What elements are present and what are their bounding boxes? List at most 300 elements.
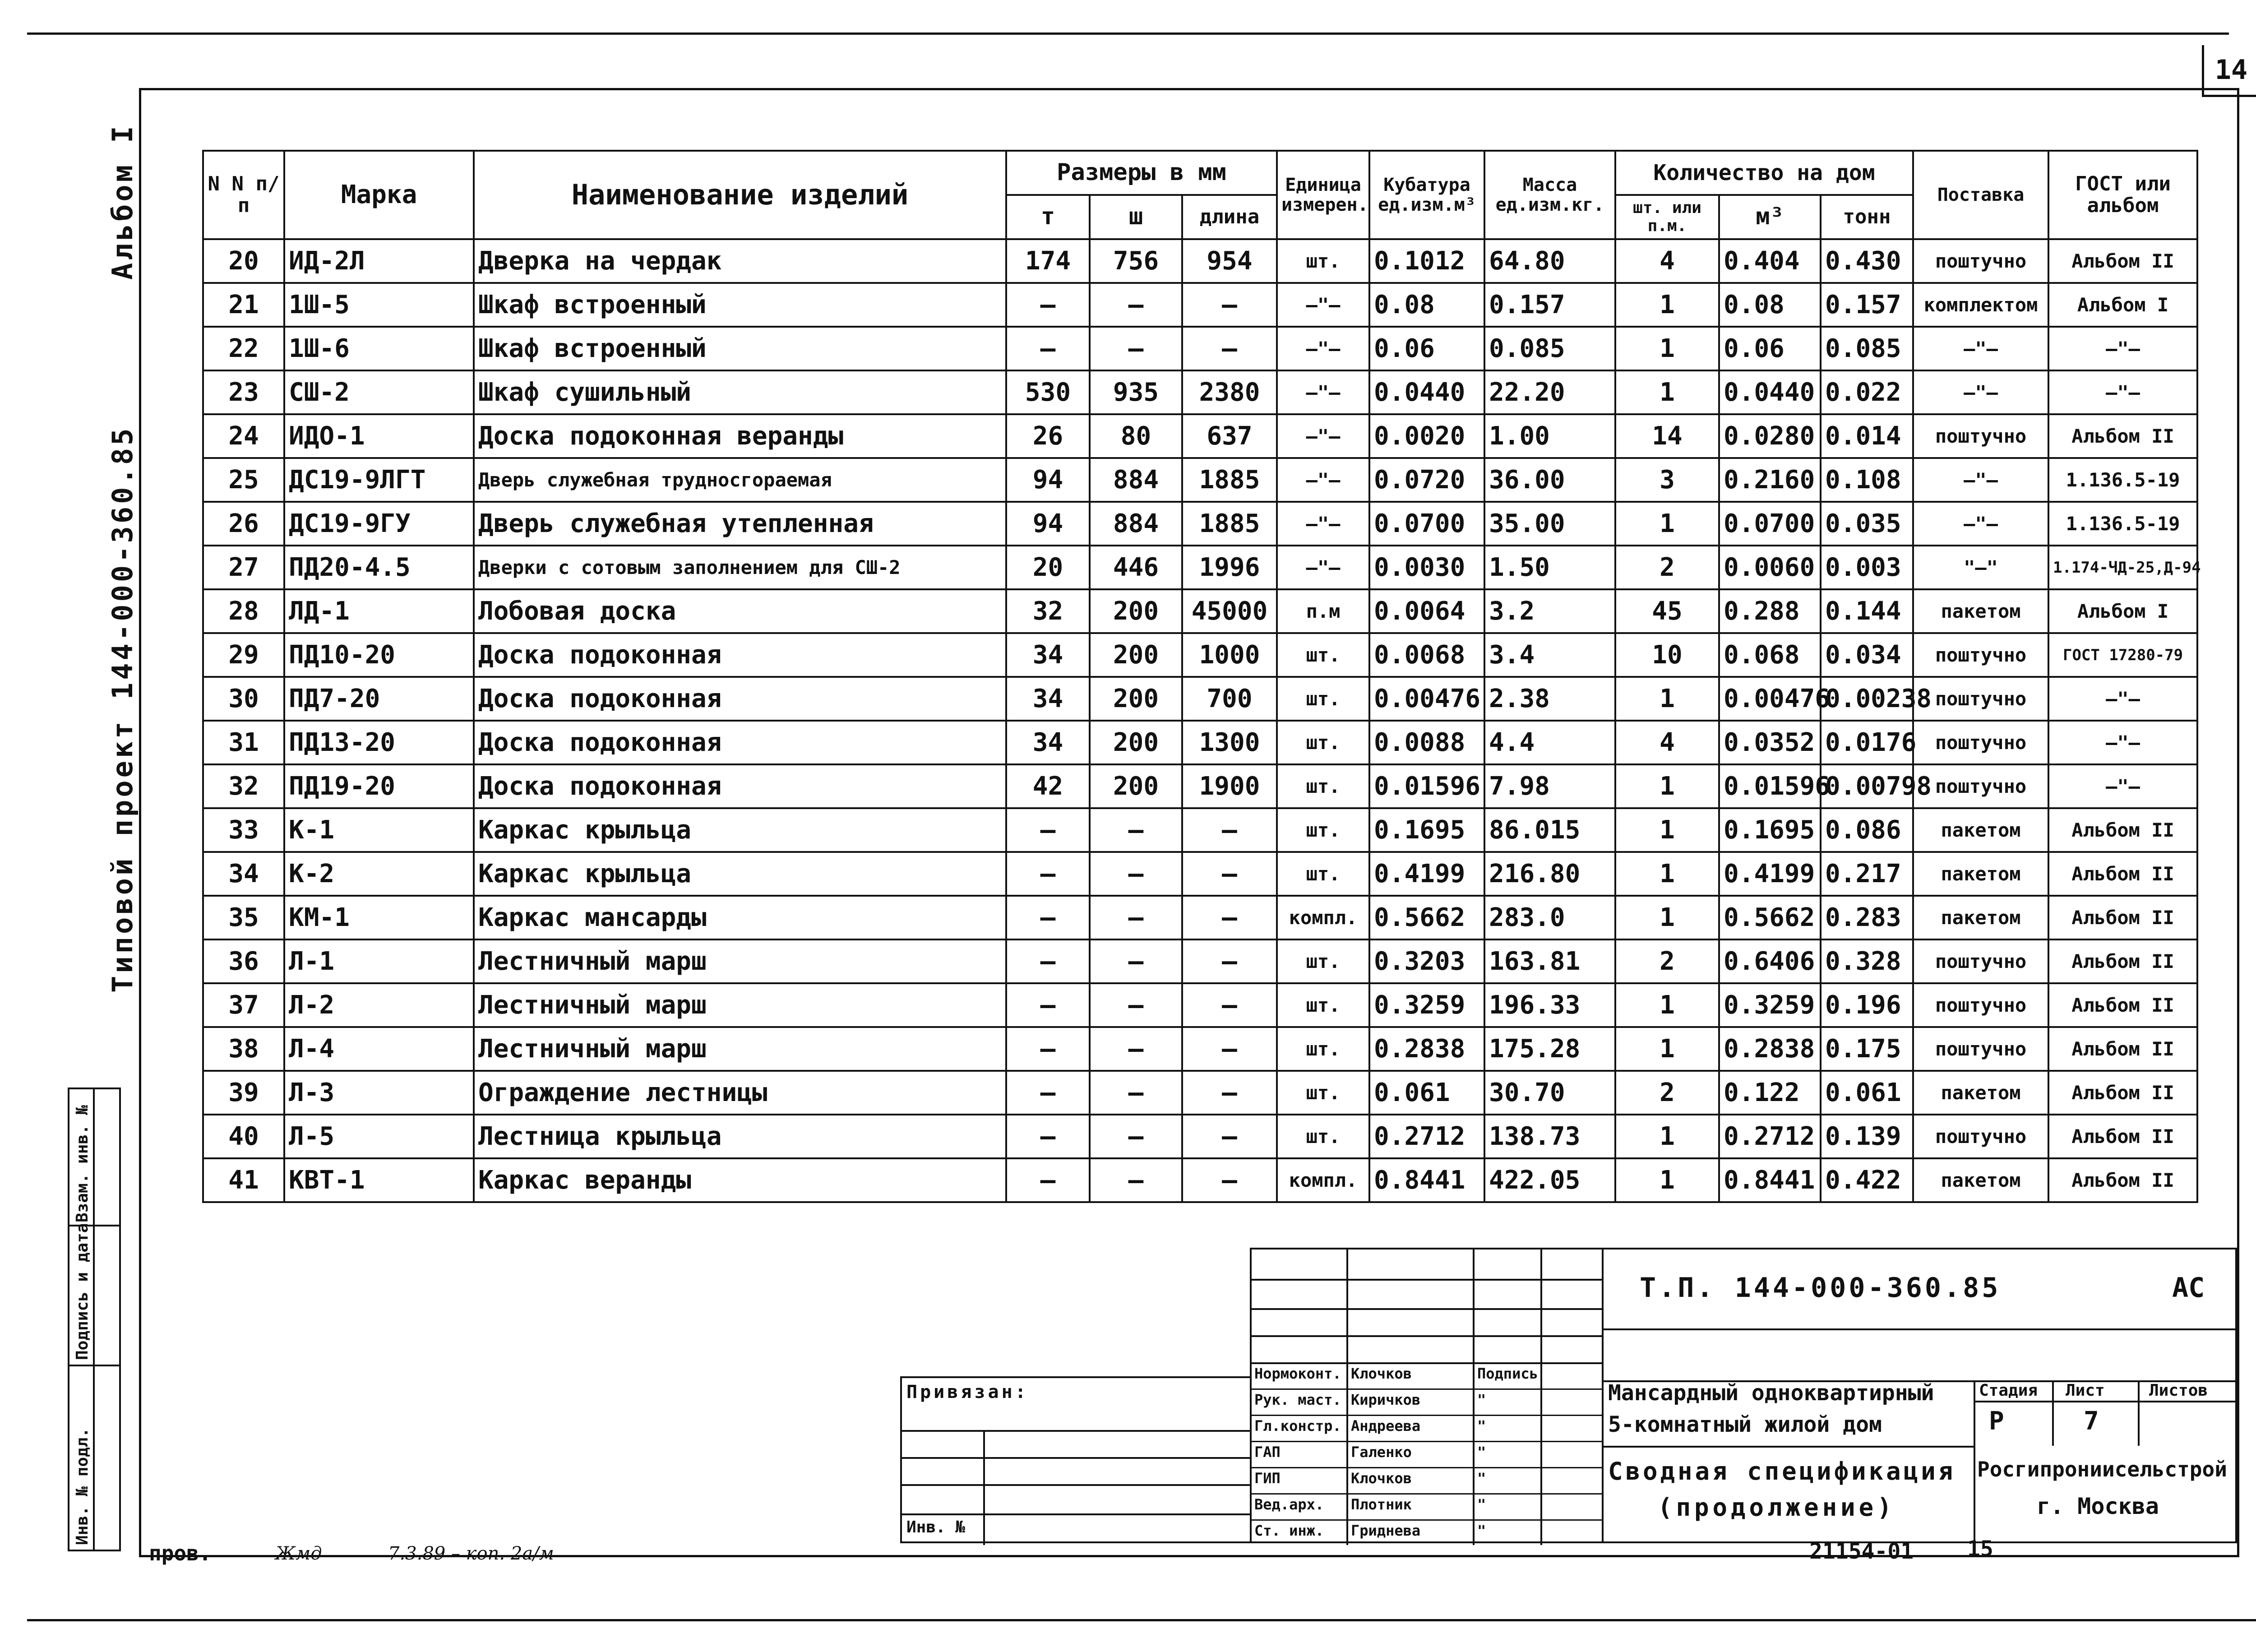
cell-qty-t: 0.283	[1821, 896, 1913, 939]
cell-qty-pcs: 4	[1615, 239, 1719, 283]
cell-qty-t: 0.0176	[1821, 721, 1913, 764]
cell-name: Каркас крыльца	[474, 852, 1006, 896]
cell-supply: пакетом	[1913, 852, 2048, 896]
cell-size-l: —	[1182, 1071, 1277, 1115]
cell-size-w: 200	[1090, 633, 1182, 677]
cell-qty-t: 0.157	[1821, 283, 1913, 327]
signature: Жмд	[275, 1543, 322, 1564]
table-row	[203, 1115, 2197, 1158]
cell-mark: ДС19-9ЛГТ	[284, 458, 474, 502]
cell-num: 24	[203, 414, 284, 458]
cell-qty-t: 0.061	[1821, 1071, 1913, 1115]
cell-gost: —"—	[2048, 677, 2197, 721]
cell-supply: "—"	[1913, 546, 2048, 589]
signer-name: Клочков	[1351, 1470, 1412, 1487]
cell-gost: Альбом II	[2048, 896, 2197, 939]
signer-sign: "	[1477, 1470, 1486, 1487]
cell-supply: пакетом	[1913, 1071, 2048, 1115]
cell-qty-t: 0.035	[1821, 502, 1913, 546]
cell-volume: 0.06	[1369, 327, 1484, 370]
cell-size-w: 884	[1090, 458, 1182, 502]
cell-unit: шт.	[1277, 633, 1369, 677]
cell-gost: —"—	[2048, 764, 2197, 808]
cell-name: Доска подоконная	[474, 677, 1006, 721]
cell-qty-m3: 0.404	[1719, 239, 1821, 283]
cell-gost: 1.136.5-19	[2048, 458, 2197, 502]
cell-size-t: —	[1006, 939, 1090, 983]
table-row	[203, 721, 2197, 764]
signer-role: Нормоконт.	[1254, 1365, 1341, 1382]
cell-size-l: 45000	[1182, 589, 1277, 633]
cell-qty-m3: 0.2712	[1719, 1115, 1821, 1158]
cell-qty-pcs: 1	[1615, 983, 1719, 1027]
signer-name: Андреева	[1351, 1417, 1421, 1435]
cell-qty-pcs: 1	[1615, 808, 1719, 852]
binding-block	[900, 1376, 1250, 1543]
cell-qty-pcs: 1	[1615, 283, 1719, 327]
cell-size-l: 1000	[1182, 633, 1277, 677]
cell-qty-m3: 0.0700	[1719, 502, 1821, 546]
cell-size-l: 637	[1182, 414, 1277, 458]
cell-supply: пакетом	[1913, 808, 2048, 852]
table-row	[203, 589, 2197, 633]
cell-mass: 196.33	[1484, 983, 1615, 1027]
header-size-w: ш	[1090, 195, 1182, 239]
table-row	[203, 327, 2197, 370]
cell-size-w: —	[1090, 327, 1182, 370]
table-row	[203, 633, 2197, 677]
cell-volume: 0.1695	[1369, 808, 1484, 852]
cell-size-w: 884	[1090, 502, 1182, 546]
cell-mark: ИДО-1	[284, 414, 474, 458]
cell-mark: ИД-2Л	[284, 239, 474, 283]
cell-volume: 0.3259	[1369, 983, 1484, 1027]
signer-sign: "	[1477, 1522, 1486, 1539]
cell-size-w: 80	[1090, 414, 1182, 458]
cell-mark: Л-2	[284, 983, 474, 1027]
cell-qty-m3: 0.06	[1719, 327, 1821, 370]
cell-qty-m3: 0.2160	[1719, 458, 1821, 502]
cell-size-t: 20	[1006, 546, 1090, 589]
cell-volume: 0.2838	[1369, 1027, 1484, 1071]
cell-name: Доска подоконная	[474, 633, 1006, 677]
cell-size-w: 200	[1090, 589, 1182, 633]
cell-name: Доска подоконная	[474, 764, 1006, 808]
header-num: N N п/п	[203, 151, 284, 239]
cell-mass: 64.80	[1484, 239, 1615, 283]
cell-unit: шт.	[1277, 1071, 1369, 1115]
cell-gost: Альбом II	[2048, 1071, 2197, 1115]
cell-mark: ПД13-20	[284, 721, 474, 764]
header-gost: ГОСТ или альбом	[2048, 151, 2197, 239]
cell-volume: 0.0030	[1369, 546, 1484, 589]
cell-size-l: —	[1182, 1158, 1277, 1202]
cell-mass: 36.00	[1484, 458, 1615, 502]
cell-supply: поштучно	[1913, 721, 2048, 764]
cell-name: Лестничный марш	[474, 939, 1006, 983]
cell-gost: 1.174-ЧД-25,Д-94	[2048, 546, 2197, 589]
cell-supply: поштучно	[1913, 414, 2048, 458]
cell-gost: ГОСТ 17280-79	[2048, 633, 2197, 677]
cell-num: 31	[203, 721, 284, 764]
header-supply: Поставка	[1913, 151, 2048, 239]
cell-qty-t: 0.003	[1821, 546, 1913, 589]
cell-supply: пакетом	[1913, 1158, 2048, 1202]
table-row	[203, 896, 2197, 939]
cell-num: 36	[203, 939, 284, 983]
cell-qty-m3: 0.4199	[1719, 852, 1821, 896]
cell-num: 40	[203, 1115, 284, 1158]
cell-unit: шт.	[1277, 939, 1369, 983]
cell-gost: —"—	[2048, 721, 2197, 764]
cell-mass: 1.50	[1484, 546, 1615, 589]
cell-qty-pcs: 1	[1615, 1027, 1719, 1071]
cell-qty-m3: 0.0352	[1719, 721, 1821, 764]
cell-size-l: 2380	[1182, 370, 1277, 414]
signer-name: Клочков	[1351, 1365, 1412, 1382]
cell-size-w: —	[1090, 896, 1182, 939]
cell-num: 39	[203, 1071, 284, 1115]
cell-qty-m3: 0.01596	[1719, 764, 1821, 808]
cell-qty-t: 0.034	[1821, 633, 1913, 677]
cell-size-t: 174	[1006, 239, 1090, 283]
cell-name: Лестничный марш	[474, 1027, 1006, 1071]
cell-qty-pcs: 2	[1615, 1071, 1719, 1115]
table-row	[203, 370, 2197, 414]
cell-mark: 1Ш-5	[284, 283, 474, 327]
cell-unit: —"—	[1277, 370, 1369, 414]
cell-size-w: —	[1090, 852, 1182, 896]
cell-volume: 0.5662	[1369, 896, 1484, 939]
cell-unit: шт.	[1277, 764, 1369, 808]
cell-qty-m3: 0.08	[1719, 283, 1821, 327]
signer-role: ГАП	[1254, 1444, 1281, 1461]
archive-number: 21154-01	[1809, 1539, 1914, 1564]
cell-supply: поштучно	[1913, 983, 2048, 1027]
cell-unit: шт.	[1277, 852, 1369, 896]
cell-volume: 0.0020	[1369, 414, 1484, 458]
cell-size-t: —	[1006, 852, 1090, 896]
cell-qty-pcs: 1	[1615, 764, 1719, 808]
signer-role: Гл.констр.	[1254, 1417, 1341, 1435]
cell-unit: шт.	[1277, 239, 1369, 283]
cell-qty-pcs: 10	[1615, 633, 1719, 677]
cell-mark: Л-5	[284, 1115, 474, 1158]
signer-sign: "	[1477, 1496, 1486, 1513]
cell-size-t: —	[1006, 327, 1090, 370]
cell-supply: —"—	[1913, 502, 2048, 546]
stamp-title-2: 5-комнатный жилой дом	[1608, 1412, 1882, 1437]
cell-gost: Альбом II	[2048, 1158, 2197, 1202]
cell-qty-m3: 0.0440	[1719, 370, 1821, 414]
cell-size-w: 756	[1090, 239, 1182, 283]
bottom-line	[27, 1619, 2256, 1621]
cell-qty-t: 0.196	[1821, 983, 1913, 1027]
cell-supply: поштучно	[1913, 633, 2048, 677]
cell-qty-pcs: 1	[1615, 1158, 1719, 1202]
table-row	[203, 458, 2197, 502]
cell-qty-m3: 0.068	[1719, 633, 1821, 677]
table-row	[203, 283, 2197, 327]
cell-mass: 422.05	[1484, 1158, 1615, 1202]
table-row	[203, 239, 2197, 283]
table-row	[203, 939, 2197, 983]
cell-unit: шт.	[1277, 721, 1369, 764]
cell-unit: —"—	[1277, 458, 1369, 502]
cell-num: 28	[203, 589, 284, 633]
bound-label: Привязан:	[906, 1382, 1029, 1402]
signer-sign: "	[1477, 1391, 1486, 1408]
top-line	[27, 32, 2229, 35]
signer-sign: Подпись	[1477, 1365, 1538, 1382]
cell-qty-pcs: 3	[1615, 458, 1719, 502]
cell-qty-pcs: 4	[1615, 721, 1719, 764]
cell-gost: Альбом II	[2048, 939, 2197, 983]
cell-name: Лестница крыльца	[474, 1115, 1006, 1158]
cell-size-w: —	[1090, 983, 1182, 1027]
cell-qty-m3: 0.3259	[1719, 983, 1821, 1027]
cell-qty-m3: 0.00476	[1719, 677, 1821, 721]
cell-size-l: 1900	[1182, 764, 1277, 808]
table-row	[203, 677, 2197, 721]
cell-volume: 0.0720	[1369, 458, 1484, 502]
cell-size-t: —	[1006, 283, 1090, 327]
cell-volume: 0.01596	[1369, 764, 1484, 808]
cell-gost: Альбом I	[2048, 589, 2197, 633]
cell-mark: К-2	[284, 852, 474, 896]
cell-name: Лестничный марш	[474, 983, 1006, 1027]
cell-mass: 283.0	[1484, 896, 1615, 939]
cell-name: Каркас мансарды	[474, 896, 1006, 939]
cell-mark: Л-3	[284, 1071, 474, 1115]
cell-qty-t: 0.144	[1821, 589, 1913, 633]
cell-size-t: 34	[1006, 677, 1090, 721]
header-volume: Кубатура ед.изм.м³	[1369, 151, 1484, 239]
signer-sign: "	[1477, 1444, 1486, 1461]
cell-qty-m3: 0.288	[1719, 589, 1821, 633]
cell-size-t: —	[1006, 1158, 1090, 1202]
cell-num: 29	[203, 633, 284, 677]
cell-qty-pcs: 1	[1615, 327, 1719, 370]
signer-role: Вед.арх.	[1254, 1496, 1324, 1513]
specification-table	[202, 150, 2201, 1203]
table-row	[203, 502, 2197, 546]
signer-name: Плотник	[1351, 1496, 1412, 1513]
cell-size-w: —	[1090, 283, 1182, 327]
cell-volume: 0.0068	[1369, 633, 1484, 677]
cell-volume: 0.0088	[1369, 721, 1484, 764]
cell-num: 27	[203, 546, 284, 589]
cell-size-w: 200	[1090, 764, 1182, 808]
cell-mass: 30.70	[1484, 1071, 1615, 1115]
cell-num: 41	[203, 1158, 284, 1202]
stamp-org: Росгипрониисельстрой	[1977, 1457, 2227, 1481]
stamp-main	[1602, 1248, 2237, 1543]
cell-name: Каркас крыльца	[474, 808, 1006, 852]
cell-mark: К-1	[284, 808, 474, 852]
signers-grid	[1250, 1248, 1602, 1543]
cell-unit: —"—	[1277, 502, 1369, 546]
cell-mass: 163.81	[1484, 939, 1615, 983]
cell-qty-m3: 0.8441	[1719, 1158, 1821, 1202]
header-qty-m3: м³	[1719, 195, 1821, 239]
cell-qty-t: 0.00798	[1821, 764, 1913, 808]
cell-mark: 1Ш-6	[284, 327, 474, 370]
cell-size-w: 200	[1090, 677, 1182, 721]
cell-qty-t: 0.328	[1821, 939, 1913, 983]
cell-size-t: 34	[1006, 721, 1090, 764]
signer-sign: "	[1477, 1417, 1486, 1435]
cell-name: Доска подоконная веранды	[474, 414, 1006, 458]
cell-qty-pcs: 1	[1615, 370, 1719, 414]
cell-mass: 216.80	[1484, 852, 1615, 896]
cell-size-t: 94	[1006, 458, 1090, 502]
album-label: Альбом I	[106, 123, 139, 280]
cell-volume: 0.0440	[1369, 370, 1484, 414]
cell-volume: 0.00476	[1369, 677, 1484, 721]
cell-size-l: —	[1182, 808, 1277, 852]
cell-gost: Альбом I	[2048, 283, 2197, 327]
cell-qty-t: 0.00238	[1821, 677, 1913, 721]
table-row	[203, 983, 2197, 1027]
cell-mark: Л-1	[284, 939, 474, 983]
header-mark: Марка	[284, 151, 474, 239]
cell-qty-m3: 0.5662	[1719, 896, 1821, 939]
cell-qty-pcs: 45	[1615, 589, 1719, 633]
cell-volume: 0.2712	[1369, 1115, 1484, 1158]
cell-qty-pcs: 1	[1615, 502, 1719, 546]
cell-size-t: —	[1006, 1027, 1090, 1071]
cell-size-l: —	[1182, 896, 1277, 939]
cell-size-t: —	[1006, 1115, 1090, 1158]
cell-num: 33	[203, 808, 284, 852]
cell-supply: пакетом	[1913, 589, 2048, 633]
cell-gost: Альбом II	[2048, 1027, 2197, 1071]
cell-name: Шкаф встроенный	[474, 327, 1006, 370]
cell-size-l: —	[1182, 1115, 1277, 1158]
cell-mass: 86.015	[1484, 808, 1615, 852]
table-row	[203, 1158, 2197, 1202]
cell-size-w: —	[1090, 1158, 1182, 1202]
cell-mark: ЛД-1	[284, 589, 474, 633]
cell-qty-m3: 0.2838	[1719, 1027, 1821, 1071]
cell-size-l: —	[1182, 1027, 1277, 1071]
cell-size-l: —	[1182, 283, 1277, 327]
cell-mass: 1.00	[1484, 414, 1615, 458]
sheet-value: 7	[2084, 1407, 2099, 1436]
stamp-code: Т.П. 144-000-360.85	[1640, 1272, 2001, 1304]
cell-gost: Альбом II	[2048, 1115, 2197, 1158]
cell-qty-t: 0.217	[1821, 852, 1913, 896]
cell-mass: 0.157	[1484, 283, 1615, 327]
cell-mark: Л-4	[284, 1027, 474, 1071]
cell-volume: 0.0700	[1369, 502, 1484, 546]
cell-supply: комплектом	[1913, 283, 2048, 327]
cell-qty-t: 0.108	[1821, 458, 1913, 502]
cell-size-l: 1300	[1182, 721, 1277, 764]
cell-num: 21	[203, 283, 284, 327]
cell-gost: —"—	[2048, 327, 2197, 370]
header-name: Наименование изделий	[474, 151, 1006, 239]
cell-supply: —"—	[1913, 458, 2048, 502]
cell-mass: 3.2	[1484, 589, 1615, 633]
signer-name: Киричков	[1351, 1391, 1421, 1408]
cell-supply: поштучно	[1913, 239, 2048, 283]
cell-num: 32	[203, 764, 284, 808]
cell-gost: —"—	[2048, 370, 2197, 414]
cell-mass: 7.98	[1484, 764, 1615, 808]
cell-size-l: —	[1182, 852, 1277, 896]
cell-mass: 0.085	[1484, 327, 1615, 370]
signer-name: Галенко	[1351, 1444, 1412, 1461]
cell-mass: 35.00	[1484, 502, 1615, 546]
cell-num: 37	[203, 983, 284, 1027]
cell-qty-pcs: 14	[1615, 414, 1719, 458]
signer-role: Ст. инж.	[1254, 1522, 1324, 1539]
table-row	[203, 808, 2197, 852]
cell-volume: 0.1012	[1369, 239, 1484, 283]
cell-supply: поштучно	[1913, 939, 2048, 983]
frame-right	[2237, 88, 2239, 1557]
footer-page: 15	[1967, 1536, 1993, 1562]
table-row	[203, 1071, 2197, 1115]
cell-gost: Альбом II	[2048, 414, 2197, 458]
cell-unit: шт.	[1277, 1027, 1369, 1071]
cell-supply: поштучно	[1913, 1027, 2048, 1071]
cell-volume: 0.4199	[1369, 852, 1484, 896]
cell-mass: 4.4	[1484, 721, 1615, 764]
cell-gost: Альбом II	[2048, 852, 2197, 896]
stamp-title-1: Мансардный одноквартирный	[1608, 1380, 1934, 1406]
cell-gost: Альбом II	[2048, 983, 2197, 1027]
cell-supply: —"—	[1913, 327, 2048, 370]
cell-name: Дверь служебная трудносгораемая	[474, 458, 1006, 502]
cell-gost: 1.136.5-19	[2048, 502, 2197, 546]
cell-mass: 2.38	[1484, 677, 1615, 721]
header-mass: Масса ед.изм.кг.	[1484, 151, 1615, 239]
cell-qty-pcs: 1	[1615, 677, 1719, 721]
cell-name: Шкаф встроенный	[474, 283, 1006, 327]
project-label: Типовой проект 144-000-360.85	[106, 426, 139, 993]
cell-supply: поштучно	[1913, 677, 2048, 721]
table-row	[203, 764, 2197, 808]
stage-label: Стадия	[1979, 1381, 2038, 1400]
cell-gost: Альбом II	[2048, 808, 2197, 852]
cell-qty-pcs: 2	[1615, 546, 1719, 589]
cell-mass: 22.20	[1484, 370, 1615, 414]
cell-size-w: —	[1090, 1115, 1182, 1158]
stamp-city: г. Москва	[2037, 1493, 2159, 1519]
cell-size-w: 935	[1090, 370, 1182, 414]
cell-volume: 0.8441	[1369, 1158, 1484, 1202]
stage-value: Р	[1989, 1407, 2004, 1436]
cell-size-t: 26	[1006, 414, 1090, 458]
cell-num: 30	[203, 677, 284, 721]
cell-size-t: —	[1006, 896, 1090, 939]
cell-mass: 3.4	[1484, 633, 1615, 677]
cell-qty-t: 0.175	[1821, 1027, 1913, 1071]
cell-mark: СШ-2	[284, 370, 474, 414]
cell-size-l: 954	[1182, 239, 1277, 283]
cell-qty-t: 0.022	[1821, 370, 1913, 414]
cell-size-w: 200	[1090, 721, 1182, 764]
cell-name: Дверка на чердак	[474, 239, 1006, 283]
table-row	[203, 414, 2197, 458]
cell-mark: ДС19-9ГУ	[284, 502, 474, 546]
cell-mark: ПД20-4.5	[284, 546, 474, 589]
cell-size-w: —	[1090, 1027, 1182, 1071]
cell-num: 25	[203, 458, 284, 502]
